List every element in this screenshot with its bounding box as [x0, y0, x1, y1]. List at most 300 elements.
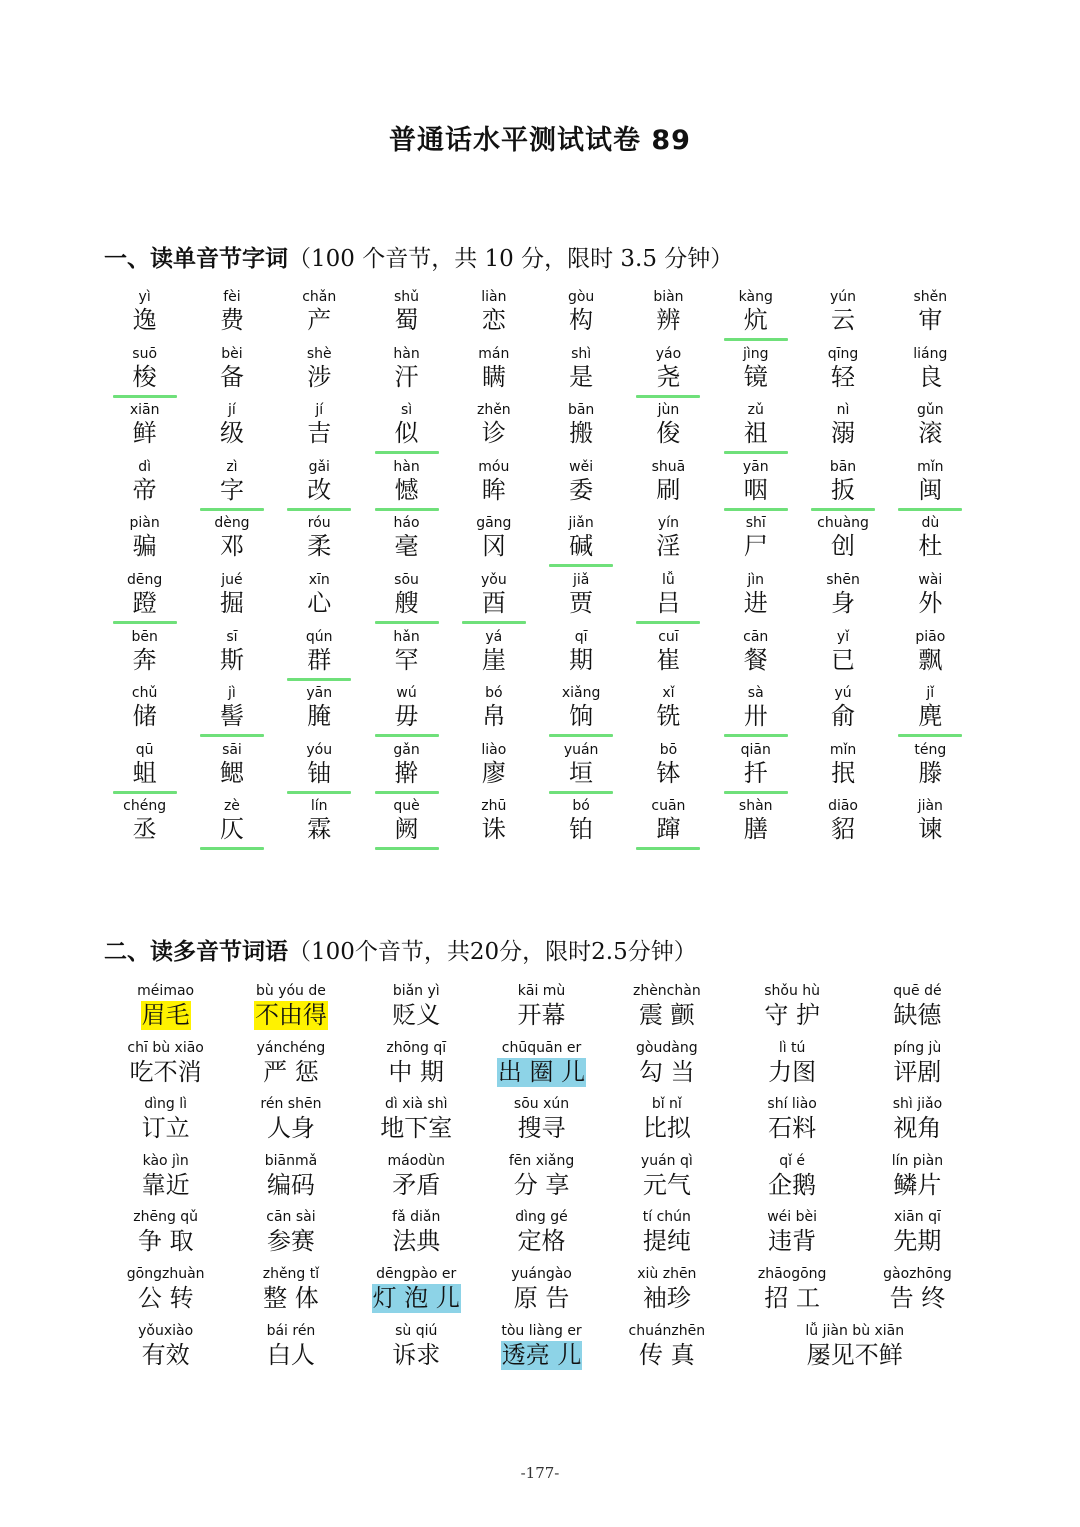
char-pinyin: dì	[138, 458, 152, 475]
char-item	[712, 684, 799, 741]
char-hanzi: 憾	[394, 475, 419, 504]
char-item	[625, 345, 712, 402]
char-hanzi: 毋	[394, 702, 419, 731]
char-hanzi: 奔	[132, 645, 157, 674]
word-item	[228, 1095, 353, 1152]
char-item	[537, 514, 624, 571]
char-item	[101, 571, 188, 628]
char-pinyin: sāi	[222, 741, 242, 758]
char-pinyin: jiǎn	[568, 515, 594, 532]
char-underline	[549, 791, 613, 794]
char-hanzi: 期	[569, 645, 594, 674]
word-pinyin: bái rén	[266, 1322, 316, 1339]
char-underline	[200, 508, 264, 511]
char-underline	[462, 621, 526, 624]
char-hanzi: 杜	[918, 532, 943, 561]
char-item	[450, 741, 537, 798]
char-item	[450, 288, 537, 345]
char-hanzi: 汗	[394, 362, 419, 391]
char-underline	[375, 508, 439, 511]
char-pinyin: hàn	[393, 345, 420, 362]
char-hanzi: 飘	[918, 645, 943, 674]
word-pinyin: shì jiǎo	[892, 1096, 943, 1113]
word-pinyin: bǐ nǐ	[651, 1096, 682, 1113]
char-hanzi: 麂	[918, 702, 943, 731]
word-item	[604, 1095, 729, 1152]
char-underline	[375, 847, 439, 850]
char-item	[625, 741, 712, 798]
char-underline	[287, 791, 351, 794]
word-item	[729, 1265, 854, 1322]
word-item	[228, 1265, 353, 1322]
char-item	[188, 345, 275, 402]
word-hanzi: 比拟	[642, 1114, 691, 1143]
char-pinyin: yǐ	[836, 628, 850, 645]
char-item	[276, 797, 363, 854]
char-hanzi: 艘	[394, 588, 419, 617]
char-hanzi: 淫	[656, 532, 681, 561]
char-item	[101, 401, 188, 458]
char-item	[276, 514, 363, 571]
char-hanzi: 创	[831, 532, 856, 561]
word-hanzi: 违背	[768, 1227, 817, 1256]
char-underline	[811, 508, 875, 511]
char-item	[712, 288, 799, 345]
char-underline	[375, 451, 439, 454]
char-hanzi: 膳	[743, 815, 768, 844]
char-pinyin: jùn	[657, 402, 680, 419]
char-underline	[724, 734, 788, 737]
char-hanzi: 扦	[743, 758, 768, 787]
word-item	[855, 982, 980, 1039]
char-item	[276, 628, 363, 685]
char-underline	[898, 508, 962, 511]
word-pinyin: gàozhōng	[883, 1265, 952, 1282]
char-hanzi: 群	[307, 645, 332, 674]
char-item	[537, 458, 624, 515]
word-item	[354, 1152, 479, 1209]
word-item	[354, 1322, 479, 1379]
word-pinyin: méimao	[137, 983, 195, 999]
char-hanzi: 瞒	[481, 362, 506, 391]
char-underline	[113, 395, 177, 398]
word-hanzi: 告 终	[889, 1283, 946, 1312]
word-item	[729, 1095, 854, 1152]
char-hanzi: 蜀	[394, 306, 419, 334]
char-item	[101, 797, 188, 854]
char-pinyin: yì	[138, 289, 151, 305]
char-pinyin: dèng	[214, 515, 250, 532]
word-item	[604, 1265, 729, 1322]
word-item	[103, 1322, 228, 1379]
char-hanzi: 斯	[219, 645, 244, 674]
char-pinyin: sì	[400, 402, 413, 419]
char-hanzi: 进	[743, 588, 768, 617]
word-hanzi: 搜寻	[517, 1114, 566, 1143]
char-pinyin: shī	[745, 515, 766, 532]
word-pinyin: dìng gé	[515, 1209, 568, 1226]
word-item	[729, 1039, 854, 1096]
char-item	[188, 288, 275, 345]
char-underline	[113, 791, 177, 794]
char-item	[101, 345, 188, 402]
word-pinyin: biǎn yì	[392, 983, 440, 999]
char-hanzi: 鳃	[219, 758, 244, 787]
char-hanzi: 祖	[743, 419, 768, 448]
char-item	[363, 401, 450, 458]
char-pinyin: yú	[834, 685, 852, 702]
char-item	[799, 514, 886, 571]
word-hanzi: 争 取	[137, 1227, 194, 1256]
char-hanzi: 崔	[656, 645, 681, 674]
char-item	[188, 514, 275, 571]
word-item	[479, 1152, 604, 1209]
char-pinyin: dù	[921, 515, 940, 532]
char-pinyin: bēn	[131, 628, 158, 645]
word-pinyin: sōu xún	[513, 1096, 570, 1113]
char-item	[276, 458, 363, 515]
char-hanzi: 尸	[743, 532, 768, 561]
char-hanzi: 恋	[481, 306, 506, 334]
word-hanzi: 开幕	[517, 1001, 566, 1029]
char-pinyin: yǒu	[480, 571, 507, 588]
word-hanzi: 白人	[266, 1340, 315, 1369]
char-item	[537, 741, 624, 798]
char-item	[537, 345, 624, 402]
section-2-heading	[104, 933, 697, 966]
char-hanzi: 贾	[569, 588, 594, 617]
word-hanzi: 屡见不鲜	[806, 1340, 903, 1369]
page-title: 普通话水平测试试卷 89	[389, 125, 691, 156]
char-pinyin: chǎn	[302, 289, 337, 305]
word-hanzi: 公 转	[137, 1283, 194, 1312]
word-item	[228, 1322, 353, 1379]
word-pinyin: kāi mù	[517, 983, 566, 999]
char-hanzi: 阙	[394, 815, 419, 844]
word-hanzi: 矛盾	[392, 1170, 441, 1199]
char-item	[188, 684, 275, 741]
word-hanzi: 袖珍	[642, 1283, 691, 1312]
char-pinyin: yóu	[306, 741, 333, 758]
char-item	[188, 797, 275, 854]
word-item	[729, 1208, 854, 1265]
char-underline	[200, 847, 264, 850]
section-1-title: 一、读单音节字词	[104, 246, 288, 272]
char-pinyin: yuán	[563, 741, 599, 758]
char-pinyin: liáng	[913, 345, 948, 362]
char-pinyin: xiǎng	[561, 685, 601, 702]
word-hanzi: 鳞片	[893, 1170, 942, 1199]
char-hanzi: 腌	[307, 702, 332, 731]
char-hanzi: 擀	[394, 758, 419, 787]
word-hanzi: 整 体	[263, 1283, 319, 1312]
word-pinyin: xiān qī	[894, 1209, 941, 1226]
char-item	[363, 458, 450, 515]
word-hanzi: 震 颤	[639, 1001, 695, 1029]
char-item	[799, 741, 886, 798]
char-underline	[724, 508, 788, 511]
char-item	[101, 741, 188, 798]
word-item	[228, 982, 353, 1039]
char-item	[887, 458, 974, 515]
char-pinyin: wài	[918, 571, 943, 588]
char-item	[887, 628, 974, 685]
char-item	[276, 345, 363, 402]
char-pinyin: jiǎ	[572, 571, 590, 588]
word-item	[855, 1152, 980, 1209]
char-pinyin: qiān	[740, 741, 771, 758]
char-hanzi: 铀	[307, 758, 332, 787]
char-pinyin: qīng	[827, 345, 859, 362]
word-pinyin: lì tú	[778, 1039, 806, 1056]
word-pinyin: sù qiú	[395, 1322, 438, 1339]
char-pinyin: nì	[836, 402, 850, 419]
char-underline	[636, 395, 700, 398]
word-pinyin: yǒuxiào	[138, 1322, 194, 1339]
char-pinyin: hǎn	[393, 628, 420, 645]
word-hanzi: 订立	[141, 1114, 190, 1143]
char-hanzi: 谏	[918, 815, 943, 844]
char-pinyin: gǎi	[308, 458, 330, 475]
word-pinyin: chūquān er	[501, 1039, 582, 1056]
char-hanzi: 骗	[132, 532, 157, 561]
char-pinyin: piàn	[129, 515, 160, 532]
char-hanzi: 似	[394, 419, 419, 448]
char-underline	[375, 621, 439, 624]
char-item	[188, 741, 275, 798]
char-pinyin: téng	[914, 741, 947, 758]
char-item	[537, 288, 624, 345]
word-pinyin: lǚ jiàn bù xiān	[805, 1322, 905, 1339]
section-2-title: 二、读多音节词语	[104, 939, 288, 965]
char-item	[450, 514, 537, 571]
char-item	[537, 684, 624, 741]
char-hanzi: 费	[219, 306, 244, 334]
char-hanzi: 帝	[132, 475, 157, 504]
char-hanzi: 毫	[394, 532, 419, 561]
char-pinyin: lín	[310, 798, 328, 815]
word-item	[479, 982, 604, 1039]
char-pinyin: bān	[567, 402, 595, 419]
char-item	[887, 571, 974, 628]
word-hanzi: 元气	[642, 1170, 691, 1199]
char-item	[101, 514, 188, 571]
char-item	[799, 628, 886, 685]
char-item	[363, 345, 450, 402]
char-pinyin: yá	[485, 628, 503, 645]
word-item	[604, 1039, 729, 1096]
char-item	[887, 684, 974, 741]
word-pinyin: qǐ é	[779, 1152, 806, 1169]
char-item	[450, 458, 537, 515]
word-hanzi: 严 惩	[263, 1057, 319, 1086]
char-item	[276, 741, 363, 798]
word-pinyin: biānmǎ	[264, 1152, 318, 1169]
char-hanzi: 霖	[307, 815, 332, 844]
char-hanzi: 涉	[307, 362, 332, 391]
char-hanzi: 饷	[569, 702, 594, 731]
word-hanzi: 灯 泡 儿	[372, 1283, 460, 1312]
word-hanzi: 编码	[266, 1170, 315, 1199]
char-pinyin: qī	[574, 628, 588, 645]
char-pinyin: chuàng	[817, 515, 869, 532]
char-item	[450, 628, 537, 685]
word-hanzi: 吃不消	[129, 1057, 202, 1086]
char-underline	[636, 621, 700, 624]
char-hanzi: 炕	[743, 306, 768, 334]
char-hanzi: 吉	[307, 419, 332, 448]
char-pinyin: hàn	[393, 458, 420, 475]
word-item	[228, 1039, 353, 1096]
char-hanzi: 闽	[918, 475, 943, 504]
char-item	[625, 628, 712, 685]
char-pinyin: kàng	[738, 289, 773, 305]
char-item	[712, 797, 799, 854]
char-hanzi: 鲜	[132, 419, 157, 448]
word-item	[729, 982, 854, 1039]
word-pinyin: dì xià shì	[384, 1096, 448, 1113]
char-hanzi: 已	[831, 645, 856, 674]
char-pinyin: bó	[485, 685, 503, 702]
char-pinyin: zǔ	[747, 402, 764, 419]
char-item	[799, 571, 886, 628]
char-pinyin: mǐn	[917, 458, 944, 475]
char-pinyin: liào	[481, 741, 507, 758]
char-item	[712, 401, 799, 458]
char-hanzi: 逸	[132, 306, 157, 334]
char-underline	[375, 734, 439, 737]
char-pinyin: jiàn	[917, 798, 943, 815]
word-item	[354, 1265, 479, 1322]
char-pinyin: diāo	[828, 798, 858, 815]
word-item	[354, 982, 479, 1039]
word-hanzi: 参赛	[266, 1227, 315, 1256]
char-underline	[636, 847, 700, 850]
char-item	[537, 628, 624, 685]
char-hanzi: 级	[219, 419, 244, 448]
char-pinyin: jué	[221, 571, 243, 588]
char-hanzi: 邓	[219, 532, 244, 561]
char-pinyin: wěi	[569, 458, 594, 475]
char-underline	[113, 621, 177, 624]
word-item	[479, 1039, 604, 1096]
char-hanzi: 蹬	[132, 588, 157, 617]
char-pinyin: gǔn	[917, 402, 944, 419]
word-pinyin: xiù zhēn	[637, 1265, 697, 1282]
char-hanzi: 髻	[219, 702, 244, 731]
char-pinyin: jìn	[747, 571, 765, 588]
char-hanzi: 心	[307, 588, 332, 617]
char-hanzi: 轻	[831, 362, 856, 391]
char-hanzi: 外	[918, 588, 943, 617]
char-hanzi: 卅	[743, 702, 768, 731]
single-syllable-grid	[101, 288, 974, 854]
word-pinyin: kào jìn	[142, 1152, 189, 1169]
section-2-note: （100个音节，共20分，限时2.5分钟）	[288, 939, 697, 965]
word-item	[228, 1152, 353, 1209]
word-pinyin: yánchéng	[256, 1039, 326, 1056]
char-item	[276, 288, 363, 345]
word-hanzi: 中 期	[388, 1057, 445, 1086]
char-hanzi: 餐	[743, 645, 768, 674]
char-underline	[898, 734, 962, 737]
char-item	[450, 401, 537, 458]
word-item	[479, 1208, 604, 1265]
char-pinyin: yān	[742, 458, 769, 475]
char-pinyin: què	[393, 798, 420, 815]
char-item	[799, 401, 886, 458]
word-pinyin: shí liào	[767, 1096, 817, 1113]
char-hanzi: 丞	[132, 815, 157, 844]
word-hanzi: 地下室	[380, 1114, 453, 1143]
char-hanzi: 廖	[481, 758, 506, 787]
char-pinyin: mán	[478, 345, 510, 362]
char-hanzi: 字	[219, 475, 244, 504]
char-pinyin: zhū	[481, 798, 507, 815]
char-item	[188, 628, 275, 685]
char-pinyin: róu	[307, 515, 331, 532]
word-hanzi: 贬义	[392, 1001, 441, 1029]
char-underline	[287, 508, 351, 511]
char-hanzi: 崖	[481, 645, 506, 674]
char-item	[712, 514, 799, 571]
char-pinyin: shè	[306, 345, 332, 362]
word-pinyin: tòu liàng er	[501, 1322, 582, 1339]
char-pinyin: liàn	[481, 289, 507, 305]
word-hanzi: 视角	[893, 1114, 942, 1143]
char-pinyin: jì	[228, 685, 236, 702]
word-item	[855, 1208, 980, 1265]
word-item	[855, 1095, 980, 1152]
word-hanzi: 先期	[893, 1227, 942, 1256]
char-pinyin: shuā	[651, 458, 686, 475]
char-underline	[724, 338, 788, 341]
char-pinyin: bó	[572, 798, 590, 815]
word-hanzi: 缺德	[893, 1001, 942, 1029]
char-item	[799, 288, 886, 345]
char-item	[450, 684, 537, 741]
char-pinyin: zì	[226, 458, 238, 475]
char-underline	[200, 734, 264, 737]
word-item	[354, 1095, 479, 1152]
char-item	[450, 797, 537, 854]
char-item	[537, 401, 624, 458]
char-hanzi: 是	[569, 362, 594, 391]
char-pinyin: biàn	[653, 289, 684, 305]
word-hanzi: 评剧	[893, 1057, 942, 1086]
word-pinyin: yuán qì	[640, 1152, 693, 1169]
char-hanzi: 云	[831, 306, 856, 334]
char-item	[887, 797, 974, 854]
char-item	[887, 288, 974, 345]
char-pinyin: dēng	[127, 571, 163, 588]
char-hanzi: 滚	[918, 419, 943, 448]
char-pinyin: jí	[228, 402, 236, 419]
section-1-heading	[104, 240, 733, 273]
char-underline	[375, 791, 439, 794]
char-pinyin: yún	[830, 289, 857, 305]
multi-syllable-grid	[103, 982, 980, 1378]
char-pinyin: gòu	[567, 289, 595, 305]
char-item	[537, 797, 624, 854]
char-item	[799, 345, 886, 402]
char-hanzi: 诊	[481, 419, 506, 448]
char-pinyin: fèi	[223, 289, 241, 305]
word-item	[354, 1039, 479, 1096]
char-pinyin: sà	[747, 685, 764, 702]
char-hanzi: 备	[219, 362, 244, 391]
word-item	[103, 1152, 228, 1209]
